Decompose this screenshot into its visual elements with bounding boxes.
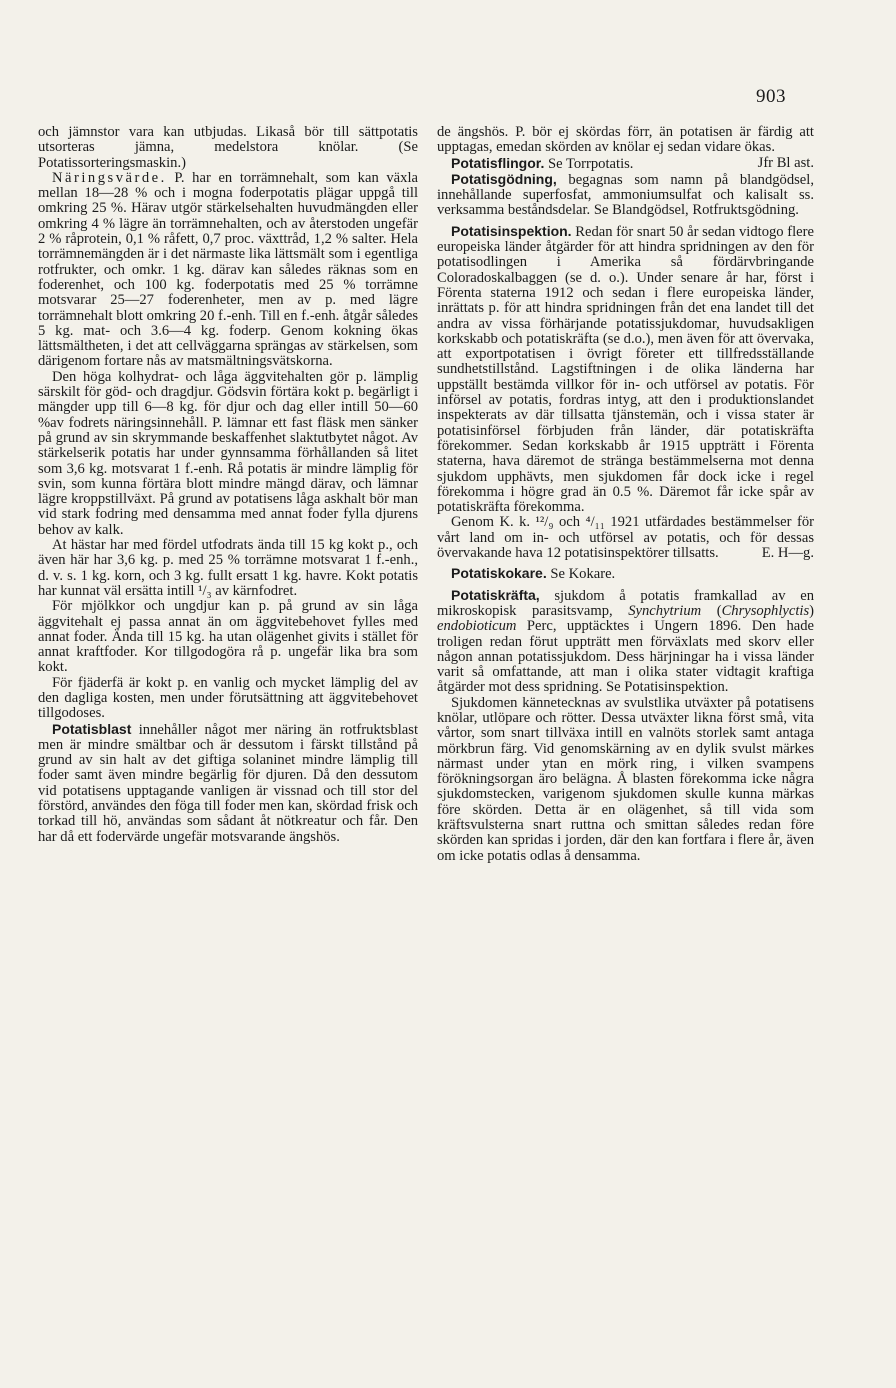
text-potatisgodning: begagnas som namn på blandgödsel, innehållande superfosfat, ammoniumsulfat och kalisalt ss. verksamma beståndsdelar. Se Blandgödsel, Rotfruktsgödning. [437,171,814,219]
text-potatiskrafta-c: ) [809,602,814,619]
text-kungorelse: Genom K. k. ¹²/₉ och ⁴/₁₁ 1921 utfärdades bestämmelser för vårt land om in- och utförsel av potatis, och för dessas övervakande hava 12 potatisinspektörer tillsatts. [437,514,814,562]
headword-potatiskrafta: Potatiskräfta, [451,586,540,603]
taxon-genus: Synchytrium [628,602,702,619]
page-number: 903 [756,86,786,107]
paragraph-kungorelse [437,515,814,561]
text-potatiskrafta-d: Perc, upptäcktes i Ungern 1896. Den hade troligen redan förut uppträtt men förväxlats med skorv eller någon annan potatissjukdom. Dess härjningar ha i vissa länder varit så omfattande, att man i olika stater vidtagit kraftiga åtgärder mot dess spridning. Se Potatisinspektion. [437,618,814,696]
text-nutritional-value: P. har en torrämnehalt, som kan växla mellan 18—28 % och i mogna foderpotatis plägar uppgå till omkring 25 %. Härav utgör stärkelsehalten huvudmängden eller omkring 4 % lägre än torrämnehalten, och av återstoden ungefär 2 % råprotein, 0,1 % råfett, 0,7 proc. växttråd, 1,2 % salter. Hela torrämnemängden är i det närmaste lika lättsmält som i egentliga rotfrukter, och omkr. 1 kg. därav kan således räknas som en foderenhet, och 100 kg. foderpotatis med 25 % torrämne motsvarar 25—27 foderenheter, men av p. med lägre torrämnehalt blott omkring 20 f.-enh. Till en f.-enh. åtgår således 5 kg. mat- och 3.6—4 kg. foderp. Genom kokning ökas lättsmältheten, i det att cellväggarna sprängas av stärkelsen, som därigenom fortare nås av matsmältningsvätskorna. [38,169,418,370]
paragraph-nutritional-value [38,171,418,370]
heading-nutritional-value: Näringsvärde. [52,169,167,186]
headword-potatisinspektion: Potatisinspektion. [451,222,572,239]
headword-potatisgodning: Potatisgödning, [451,170,557,187]
text-continued: de ängshös. P. bör ej skördas förr, än potatisen är färdig att upptagas, emedan skörden av knölar ej sedan vidare ökas. [437,124,814,156]
right-column [437,125,814,864]
taxon-subgenus: Chrysophlyctis [721,602,810,619]
text-potatisblast: innehåller något mer näring än rotfruktsblast men är mindre smältbar och är dessutom i färskt tillstånd på grund av sin halt av det giftiga solaninet mindre lämplig till foder samt även mindre begärlig för djuren. Då den dessutom vid potatisens upptagande vanligen är vissnad och till stor del förstörd, användes den föga till foder men kan, skördad frisk och torkad till hö, användas som sådant åt nötkreatur och får. Den har då ett fodervärde ungefär motsvarande ängshös. [38,721,418,845]
cross-reference: Jfr Bl ast. [757,154,814,171]
paragraph-poultry: För fjäderfä är kokt p. en vanlig och mycket lämplig del av den dagliga kosten, men under förutsättning att äggvitebehovet tillgodoses. [38,674,418,722]
entry-potatiskokare [437,566,814,582]
left-column [38,125,418,845]
text-potatiskrafta-b: ( [701,602,722,619]
taxon-species: endobioticum [437,618,517,635]
headword-potatisflingor: Potatisflingor. [451,154,545,171]
entry-potatisblast [38,722,418,845]
paragraph-horses: At hästar har med fördel utfodrats ända till 15 kg kokt p., och även här har 3,6 kg. p. med 25 % torrämne motsvarat 1 f.-enh., d. v. s. 1 kg. korn, och 3 kg. fullt ersatt 1 kg. havre. Kokt potatis har kunnat väl ersätta intill ¹/₃ av kärnfodret. [38,537,418,599]
entry-potatiskrafta [437,588,814,696]
paragraph-pigs: Den höga kolhydrat- och låga äggvitehalten gör p. lämplig särskilt för göd- och dragdjur. Gödsvin förtära kokt p. begärligt i mängder upp till 6—8 kg. för djur och dag eller intill 50—60 %av fodrets näringsinnehåll. P. lämnar ett fast fläsk men sänker på grund av sin skrymmande beskaffenhet slaktutbytet något. Av stärkelserik potatis har under gynnsamma förhållanden så litet som 3,6 kg. motsvarat 1 f.-enh. Rå potatis är mindre lämplig för svin, som kunna förtära blott mindre mängd därav, och lämnar lägre kroppstillväxt. På grund av potatisens låga askhalt bör man vid stark fodring med densamma med annat foder fylla djurens behov av kalk. [38,368,418,538]
headword-potatiskokare: Potatiskokare. [451,565,547,582]
author-signature: E. H—g. [761,545,814,562]
paragraph-seed-potato: och jämnstor vara kan utbjudas. Likaså bör till sättpotatis utsorteras jämna, medelstora knölar. (Se Potatissorteringsmaskin.) [38,124,418,171]
paragraph-symptoms: Sjukdomen kännetecknas av svulstlika utväxter på potatisens knölar, utlöpare och rötter. Dessa utväxter likna först små, vita vårtor, som snart tillväxa intill en valnöts storlek samt antaga mörkbrun färg. Vid genomskärning av en dylik svulst märkes närmast under ytan en mörk ring, i vilken svampens förökningsorgan äro belägna. Å blasten förekomma icke några sjukdomstecken, varigenom sjukdomen skulle kunna märkas före skörden. Detta är en olägenhet, så till vida som kräftsvulsterna snart ruttna och smittan således redan före skörden kan spridas i jorden, där den kan fortfara i flere år, även om icke potatis odlas å densamma. [437,694,814,864]
text-potatisinspektion: Redan för snart 50 år sedan vidtogo flere europeiska länder åtgärder för att hindra spridningen av den för potatisodlingen i Amerika så fördärvbringande Coloradoskalbaggen (se d. o.). Under senare år har, först i Förenta staterna 1912 och sedan i flere europeiska länder, inrättats p. för att hindra spridningen från det ena landet till det andra av vissa förhärjande potatissjukdomar, huvudsakligen korkskabb och potatiskräfta (se d.o.), men även för att övervaka, att exportpotatisen i övrigt företer ett tillfredsställande sundhetstillstånd. Lagstiftningen i de olika länderna har uppställt bestämda villkor för in- och utförsel av potatis. För införsel av potatis, fordras intyg, att den i produktionslandet inspekterats av där tillsatta tjänstemän, och i vissa stater är potatisinförsel förbjuden från länder, där potatiskräfta förekommer. Sedan korkskabb år 1915 uppträtt i Förenta staterna, hava däremot de stränga bestämmelserna mot denna sjukdom upphävts, men sjukdomen får dock icke i regel förekomma i högre grad än 0.5 %. Däremot får icke spår av potatiskräfta förekomma. [437,223,814,516]
text-potatisflingor: Se Torrpotatis. [544,155,634,172]
paragraph-cows: För mjölkkor och ungdjur kan p. på grund av sin låga äggvitehalt ej passa annat än om äggvitebehovet fylles med annat foder. Ända till 15 kg. ha utan olägenhet givits i stället för annat kraftfoder. Kor tillgodogöra rå p. ungefär lika bra som kokt. [38,598,418,676]
entry-potatisgodning [437,172,814,219]
entry-potatisinspektion [437,224,814,516]
headword-potatisblast: Potatisblast [52,720,132,737]
text-potatiskokare: Se Kokare. [546,566,616,583]
text-potatiskrafta-a: sjukdom å potatis framkallad av en mikroskopisk parasitsvamp, [437,587,814,619]
